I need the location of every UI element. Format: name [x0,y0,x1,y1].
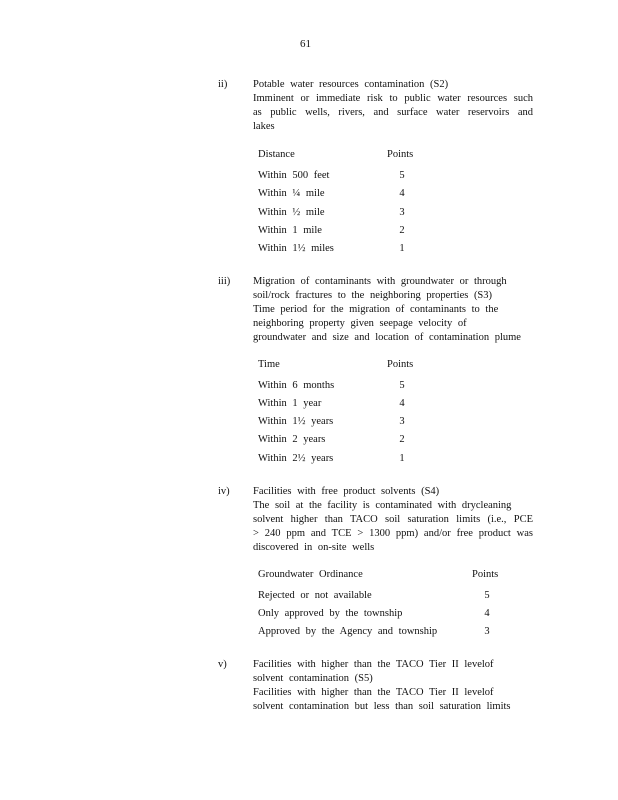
section-iii-line-2: soil/rock fractures to the neighboring properties (S3) [253,290,493,301]
table-row-points: 2 [399,225,405,236]
table-row-label: Rejected or not available [258,590,372,601]
section-iii-line-4: neighboring property given seepage velocity of [253,318,467,329]
table-row-label: Within 1 year [258,398,322,409]
section-ii-line-2: Imminent or immediate risk to public water resources such [253,93,533,104]
section-v-line-2: solvent contamination (S5) [253,673,373,684]
table-row-points: 4 [399,188,405,199]
section-numeral-iii: iii) [218,276,231,287]
table-row-points: 4 [484,608,490,619]
table-row-points: 2 [399,434,405,445]
section-iv-line-3: solvent higher than TACO soil saturation limits (i.e., PCE [253,514,533,525]
table-row-points: 5 [484,590,490,601]
table-row-label: Only approved by the township [258,608,403,619]
section-iii-line-5: groundwater and size and location of contamination plume [253,332,521,343]
table-row-points: 4 [399,398,405,409]
section-v-heading: Facilities with higher than the TACO Tier II levelof [253,659,494,670]
section-iv-line-5: discovered in on-site wells [253,542,375,553]
table-row-label: Within ¼ mile [258,188,325,199]
table-row-label: Within 2½ years [258,453,334,464]
section-ii-heading: Potable water resources contamination (S2) [253,79,449,90]
table-row-points: 3 [399,416,405,427]
table-header-points: Points [387,359,414,370]
page-number: 61 [300,38,311,50]
section-numeral-iv: iv) [218,486,230,497]
section-numeral-ii: ii) [218,79,228,90]
table-row-points: 1 [399,243,405,254]
table-row-label: Within 2 years [258,434,326,445]
table-row-points: 1 [399,453,405,464]
table-row-label: Within 1½ years [258,416,334,427]
section-iv-heading: Facilities with free product solvents (S4) [253,486,440,497]
section-iii-line-3: Time period for the migration of contaminants to the [253,304,499,315]
table-header-distance: Distance [258,149,295,160]
section-v-line-3: Facilities with higher than the TACO Tier II levelof [253,687,494,698]
table-row-label: Approved by the Agency and township [258,626,438,637]
section-ii-line-3: as public wells, rivers, and surface water reservoirs and [253,107,533,118]
table-header-groundwater-ordinance: Groundwater Ordinance [258,569,363,580]
table-row-points: 5 [399,170,405,181]
table-row-label: Within 6 months [258,380,335,391]
table-header-time: Time [258,359,280,370]
table-header-points: Points [472,569,499,580]
section-v-line-4: solvent contamination but less than soil saturation limits [253,701,511,712]
section-ii-line-4: lakes [253,121,275,132]
table-row-label: Within 1 mile [258,225,322,236]
section-numeral-v: v) [218,659,227,670]
table-row-label: Within ½ mile [258,207,325,218]
table-row-label: Within 1½ miles [258,243,334,254]
section-iii-heading: Migration of contaminants with groundwater or through [253,276,507,287]
section-iv-line-4: > 240 ppm and TCE > 1300 ppm) and/or free product was [253,528,533,539]
section-iv-line-2: The soil at the facility is contaminated with drycleaning [253,500,512,511]
table-row-label: Within 500 feet [258,170,330,181]
table-row-points: 3 [484,626,490,637]
table-row-points: 3 [399,207,405,218]
table-header-points: Points [387,149,414,160]
table-row-points: 5 [399,380,405,391]
